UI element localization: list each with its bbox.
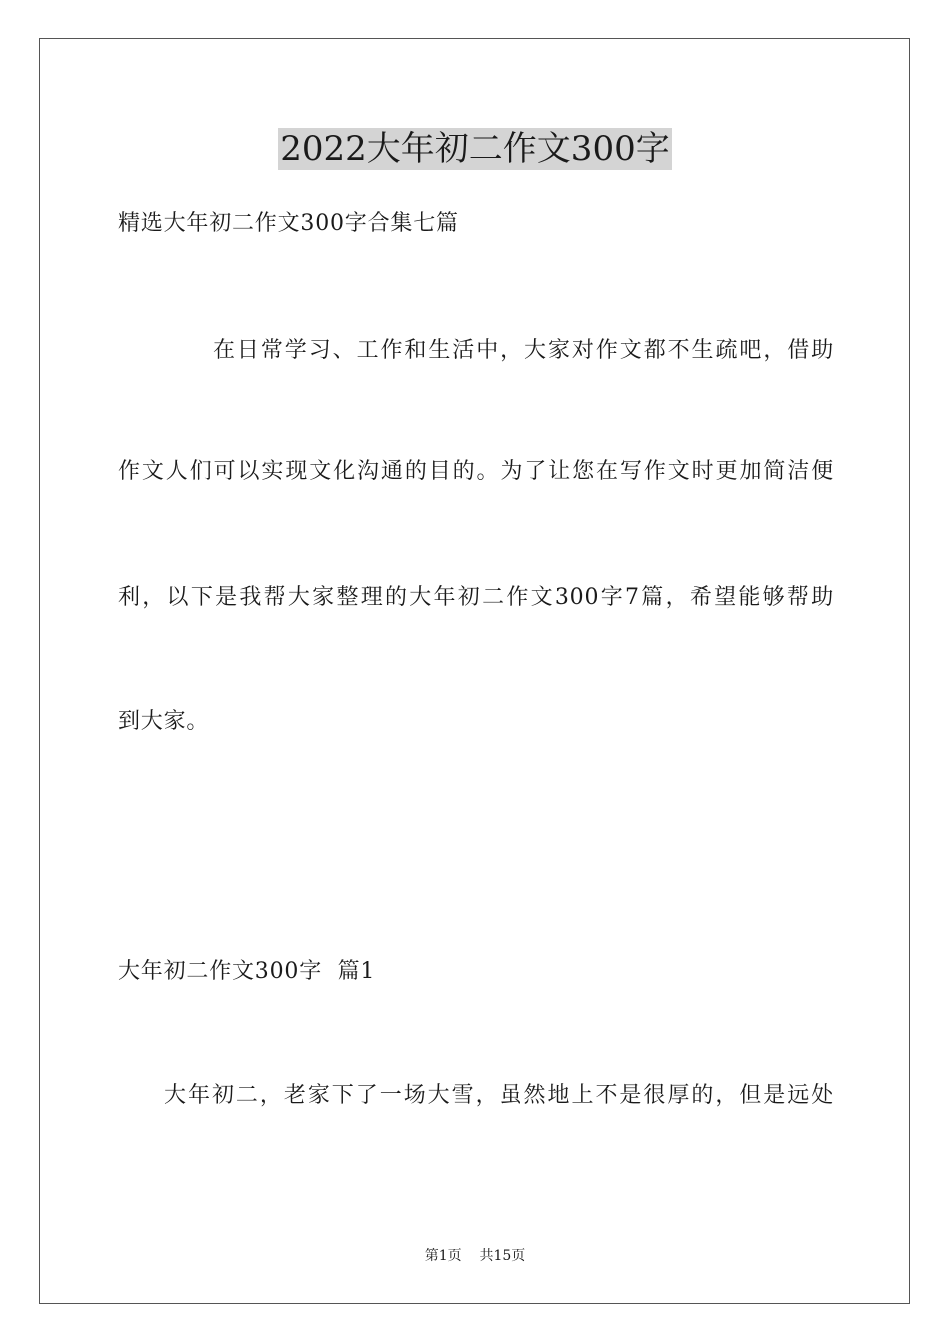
- title-container: [0, 128, 950, 170]
- intro-paragraph-line: 在日常学习、工作和生活中，大家对作文都不生疏吧，借助: [213, 338, 834, 363]
- document-subtitle: 精选大年初二作文300字合集七篇: [118, 211, 459, 236]
- section-paragraph-line: 大年初二，老家下了一场大雪，虽然地上不是很厚的，但是远处: [164, 1083, 834, 1108]
- page-footer: 第1页 共15页: [424, 1248, 526, 1264]
- intro-paragraph-line: 作文人们可以实现文化沟通的目的。为了让您在写作文时更加简洁便: [118, 459, 834, 484]
- intro-paragraph-line: 利，以下是我帮大家整理的大年初二作文300字7篇，希望能够帮助: [118, 585, 834, 610]
- document-title: 2022大年初二作文300字: [280, 129, 670, 169]
- intro-paragraph-line: 到大家。: [118, 709, 210, 734]
- section-heading: 大年初二作文300字 篇1: [118, 959, 376, 984]
